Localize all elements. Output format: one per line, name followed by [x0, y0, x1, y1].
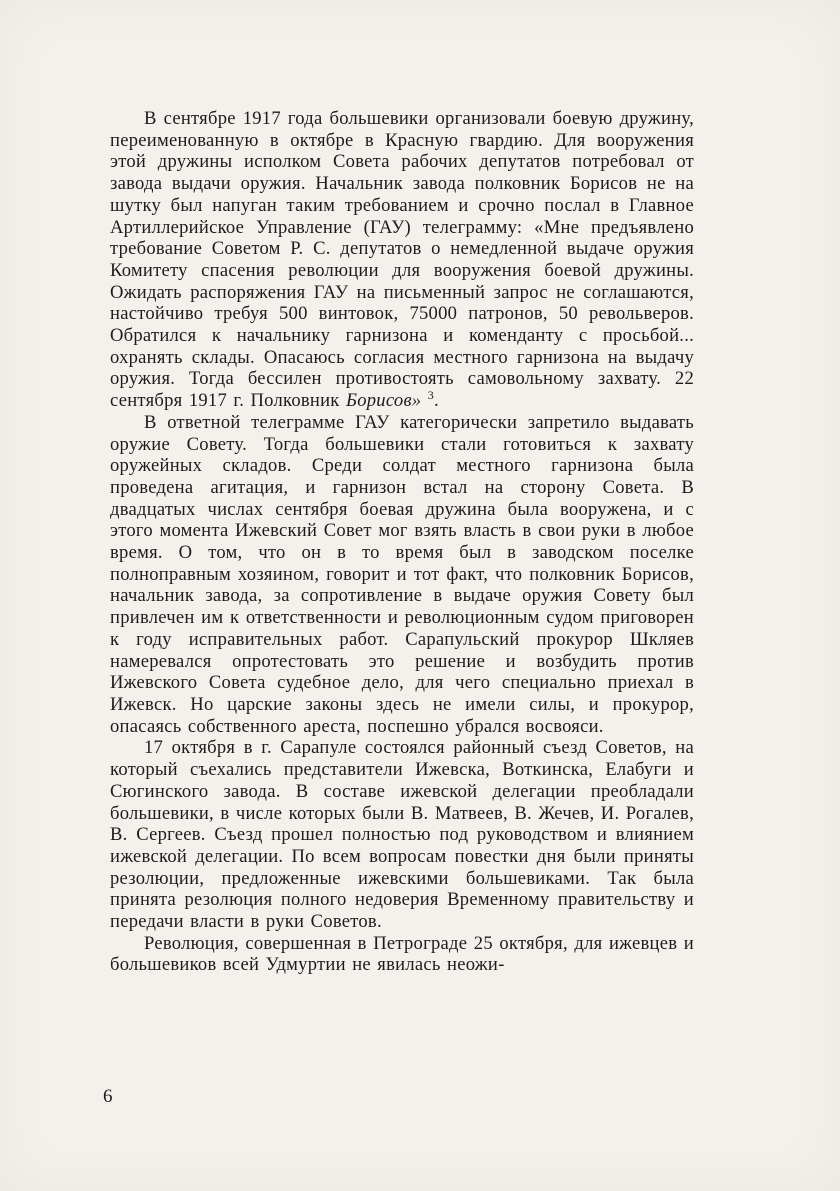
footnote-marker: 3 — [427, 387, 434, 402]
paragraph-gau-response: В ответной телеграмме ГАУ категорически запретило выдавать оружие Совету. Тогда большевики стали готовиться к захвату оружейных складов. Среди солдат местного гарнизона была проведена агитация, и гарнизон встал на сторону Совета. В двадцатых числах сентября боевая дружина была вооружена, и с этого момента Ижевский Совет мог взять власть в свои руки в любое время. О том, что он в то время был в заводском поселке полноправным хозяином, говорит и тот факт, что полковник Борисов, начальник завода, за сопротивление в выдаче оружия Совету был привлечен им к ответственности и революционным судом приговорен к году исправительных работ. Сарапульский прокурор Шкляев намеревался опротестовать это решение и возбудить против Ижевского Совета судебное дело, для чего специально приехал в Ижевск. Но царские законы здесь не имели силы, и прокурор, опасаясь собственного ареста, поспешно убрался восвояси. — [110, 411, 694, 737]
page-number: 6 — [103, 1086, 113, 1107]
italic-signature: Борисов» — [346, 390, 428, 412]
paragraph-text: В сентябре 1917 года большевики организовали боевую дружину, переименованную в октябре в Красную гвардию. Для вооружения этой дружины исполком Совета рабочих депутатов потребовал от завода выдачи оружия. Начальник завода полковник Борисов не на шутку был напуган таким требованием и срочно послал в Главное Артиллерийское Управление (ГАУ) телеграмму: «Мне предъявлено требование Советом Р. С. депутатов о немедленной выдаче оружия Комитету спасения революции для вооружения боевой дружины. Ожидать распоряжения ГАУ на письменный запрос не соглашаются, настойчиво требуя 500 винтовок, 75000 патронов, 50 револьверов. Обратился к начальнику гарнизона и коменданту с просьбой... охранять склады. Опасаюсь согласия местного гарнизона на выдачу оружия. Тогда бессилен противостоять самовольному захвату. 22 сентября 1917 г. Полковник — [110, 108, 694, 412]
paragraph-text: . — [433, 390, 439, 412]
paragraph-sarapul-congress: 17 октября в г. Сарапуле состоялся районный съезд Советов, на который съехались представители Ижевска, Воткинска, Елабуги и Сюгинского завода. В составе ижевской делегации преобладали большевики, в числе которых были В. Матвеев, В. Жечев, И. Рогалев, В. Сергеев. Съезд прошел полностью под руководством и влиянием ижевской делегации. По всем вопросам повестки дня были приняты резолюции, предложенные ижевскими большевиками. Так была принята резолюция полного недоверия Временному правительству и передачи власти в руки Советов. — [110, 737, 694, 933]
text-block — [110, 108, 694, 976]
paragraph-revolution: Революция, совершенная в Петрограде 25 октября, для ижевцев и большевиков всей Удмуртии не явилась неожи- — [110, 932, 694, 976]
paragraph-telegram — [110, 108, 694, 412]
